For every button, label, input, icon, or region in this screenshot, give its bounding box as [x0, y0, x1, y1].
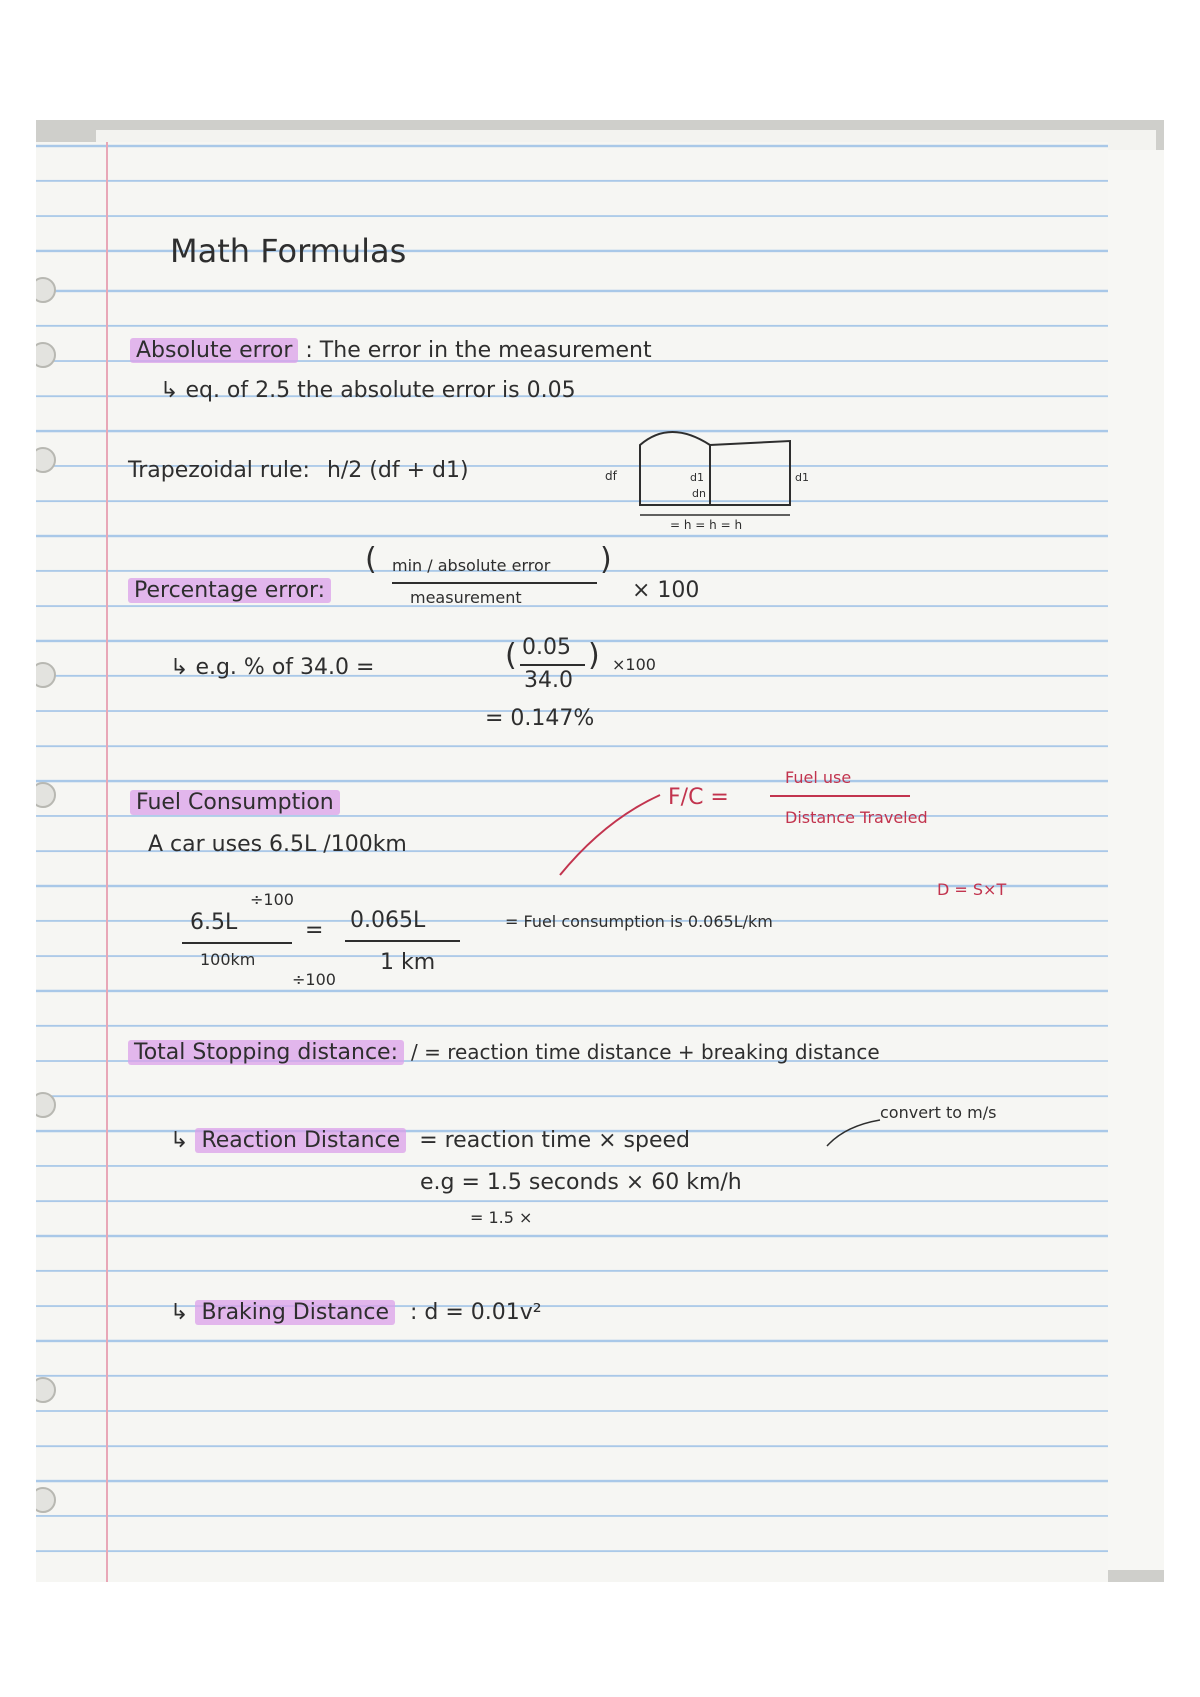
frac1-numerator: 6.5L: [190, 910, 238, 935]
diagram-h-labels: = h = h = h: [670, 518, 743, 532]
example-numerator: 0.05: [522, 635, 571, 660]
absolute-error-example-row: [160, 378, 576, 403]
example-multiplier: ×100: [612, 655, 656, 674]
binder-hole: [36, 1487, 56, 1513]
percentage-error-heading: Percentage error:: [128, 578, 331, 603]
binder-hole: [36, 1377, 56, 1403]
braking-formula: : d = 0.01v²: [410, 1300, 542, 1325]
open-paren-icon: (: [365, 542, 377, 577]
percentage-error-multiplier: × 100: [632, 578, 700, 603]
fraction-bar: [182, 942, 292, 944]
reaction-row: [170, 1128, 690, 1153]
binder-hole: [36, 277, 56, 303]
fuel-example: A car uses 6.5L /100km: [148, 832, 407, 857]
fuel-heading: Fuel Consumption: [130, 790, 340, 815]
fc-numerator: Fuel use: [785, 768, 852, 787]
fraction-bar: [345, 940, 460, 942]
percentage-error-example-prefix: e.g. % of 34.0 =: [195, 655, 375, 680]
arrow-icon: ↳: [170, 655, 196, 680]
convert-note: convert to m/s: [880, 1103, 997, 1122]
absolute-error-section: [130, 338, 652, 363]
percentage-error-denominator: measurement: [410, 588, 522, 607]
percentage-error-result: = 0.147%: [485, 706, 595, 731]
diagram-label-d1: d1: [690, 471, 704, 484]
fc-denominator: Distance Traveled: [785, 808, 928, 827]
arrow-icon: ↳: [160, 378, 186, 403]
absolute-error-example: eq. of 2.5 the absolute error is 0.05: [185, 378, 576, 403]
fuel-conclusion: = Fuel consumption is 0.065L/km: [505, 912, 773, 931]
frac2-numerator: 0.065L: [350, 908, 426, 933]
diagram-label-dn: dn: [692, 487, 706, 500]
fraction-bar: [770, 795, 910, 797]
divide-bottom: ÷100: [292, 970, 336, 989]
reaction-example: e.g = 1.5 seconds × 60 km/h: [420, 1170, 742, 1195]
braking-row: [170, 1300, 542, 1325]
binder-hole: [36, 782, 56, 808]
stopping-heading-row: [128, 1040, 880, 1065]
binder-hole: [36, 1092, 56, 1118]
example-denominator: 34.0: [524, 668, 573, 693]
close-paren-icon: ): [600, 542, 612, 577]
diagram-label-d1-right: d1: [795, 471, 809, 484]
trapezoid-diagram: [605, 425, 809, 532]
binder-hole: [36, 447, 56, 473]
binder-hole: [36, 342, 56, 368]
trapezoidal-heading: Trapezoidal rule:: [128, 458, 310, 483]
binder-hole: [36, 662, 56, 688]
absolute-error-heading: Absolute error: [130, 338, 298, 363]
absolute-error-definition: : The error in the measurement: [305, 338, 652, 363]
fraction-bar: [392, 582, 597, 584]
arrow-icon: ↳: [170, 1128, 196, 1153]
fc-label: F/C =: [668, 785, 729, 810]
percentage-error-example-row: [170, 655, 374, 680]
open-paren-icon: (: [505, 638, 517, 673]
stopping-heading: Total Stopping distance:: [128, 1040, 404, 1065]
fraction-bar: [520, 664, 585, 666]
pen-stroke: [825, 1118, 885, 1148]
arrow-icon: ↳: [170, 1300, 196, 1325]
close-paren-icon: ): [588, 638, 600, 673]
dst-formula: D = S×T: [937, 880, 1007, 899]
fuel-heading-row: [130, 790, 340, 815]
page-title: Math Formulas: [170, 232, 407, 270]
percentage-error-numerator: min / absolute error: [392, 556, 551, 575]
stopping-definition: / = reaction time distance + breaking distance: [411, 1040, 880, 1064]
divide-top: ÷100: [250, 890, 294, 909]
trapezoidal-formula: h/2 (df + d1): [326, 458, 469, 483]
trapezoidal-section: [128, 458, 469, 483]
diagram-label-df: df: [605, 469, 617, 483]
frac1-denominator: 100km: [200, 950, 256, 969]
percentage-error-heading-row: [128, 578, 331, 603]
equals-sign: =: [305, 918, 324, 943]
reaction-formula: = reaction time × speed: [419, 1128, 691, 1153]
red-pen-stroke: [555, 790, 665, 880]
reaction-heading: Reaction Distance: [195, 1128, 406, 1153]
reaction-step: = 1.5 ×: [470, 1208, 533, 1227]
frac2-denominator: 1 km: [380, 950, 436, 975]
braking-heading: Braking Distance: [195, 1300, 395, 1325]
